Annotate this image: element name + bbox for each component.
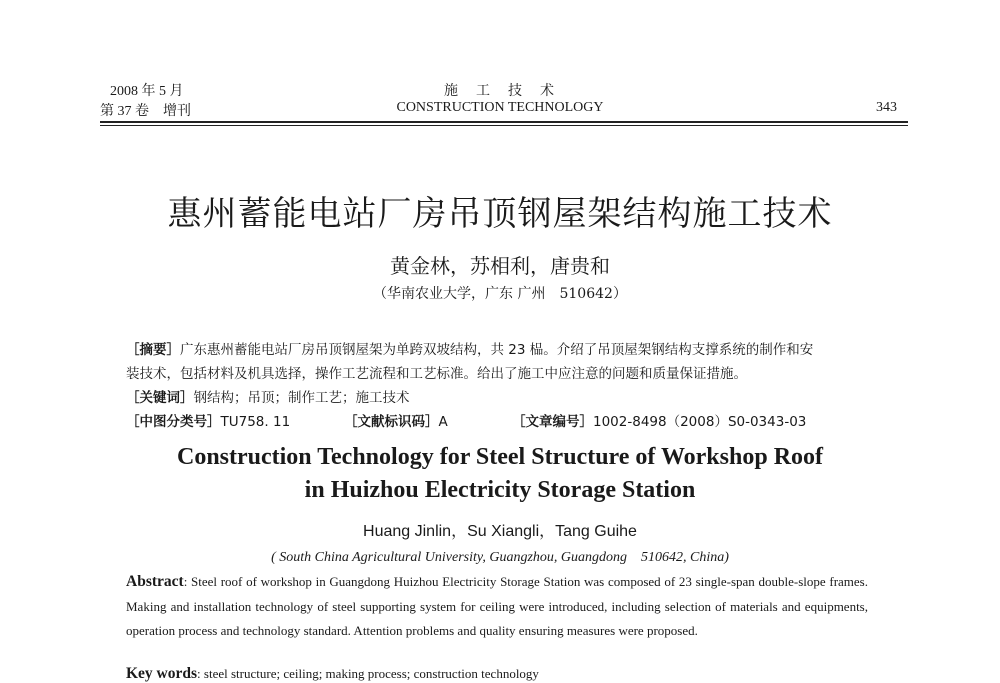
authors-cn: 黄金林，苏相利，唐贵和: [390, 254, 610, 278]
keywords-cn-label: ［关键词］: [126, 390, 194, 406]
page-number: 343: [876, 100, 897, 115]
abstract-cn-text1: 广东惠州蓄能电站厂房吊顶钢屋架为单跨双坡结构，共 23 榀。介绍了吊顶屋架钢结构支撑系统的制作和安: [180, 342, 814, 358]
journal-name-en: CONSTRUCTION TECHNOLOGY: [396, 100, 604, 115]
header-rule-thin: [100, 125, 908, 126]
article-number-label: ［文章编号］: [512, 414, 593, 430]
volume-info: 第 37 卷 增刊: [100, 104, 191, 119]
keywords-en: [126, 665, 539, 683]
paper-title-en-line2: in Huizhou Electricity Storage Station: [304, 477, 696, 503]
article-number: [512, 410, 872, 430]
keywords-cn: [126, 386, 886, 406]
abstract-cn-label: ［摘要］: [126, 342, 180, 358]
header-rule-thick: [100, 121, 908, 123]
abstract-en-text: : Steel roof of workshop in Guangdong Huizhou Electricity Storage Station was composed of 23 single-span double-slope frames. Making and installation technology of steel supporting system for ceiling were introduced, including selection of materials and equipments, operation process and technology standard. Attention problems and quality ensuring measures were proposed.: [126, 574, 868, 638]
clc-value: TU758. 11: [220, 414, 291, 430]
authors-en: Huang Jinlin，Su Xiangli，Tang Guihe: [363, 523, 637, 540]
clc-number: [126, 410, 346, 430]
document-code-value: A: [438, 414, 448, 430]
paper-title-cn: 惠州蓄能电站厂房吊顶钢屋架结构施工技术: [167, 194, 833, 234]
abstract-cn-line1: [126, 338, 886, 358]
abstract-en-label: Abstract: [126, 573, 184, 590]
issue-date: 2008 年 5 月: [110, 84, 184, 99]
abstract-cn-line2: 装技术，包括材料及机具选择，操作工艺流程和工艺标准。给出了施工中应注意的问题和质量保证措施。: [126, 366, 747, 382]
journal-name-cn: 施 工 技 术: [444, 84, 556, 99]
keywords-cn-text: 钢结构；吊顶；制作工艺；施工技术: [193, 390, 410, 406]
clc-label: ［中图分类号］: [126, 414, 221, 430]
document-code: [344, 410, 504, 430]
paper-title-en-line1: Construction Technology for Steel Structure of Workshop Roof: [176, 444, 824, 470]
abstract-en: [126, 570, 868, 644]
keywords-en-label: Key words: [126, 665, 198, 682]
keywords-en-text: : steel structure; ceiling; making process; construction technology: [197, 666, 539, 681]
document-code-label: ［文献标识码］: [344, 414, 439, 430]
affiliation-cn: （华南农业大学，广东 广州 510642）: [373, 286, 627, 302]
article-number-value: 1002-8498（2008）S0-0343-03: [593, 414, 807, 430]
affiliation-en: ( South China Agricultural University, Guangzhou, Guangdong 510642, China): [271, 550, 729, 565]
